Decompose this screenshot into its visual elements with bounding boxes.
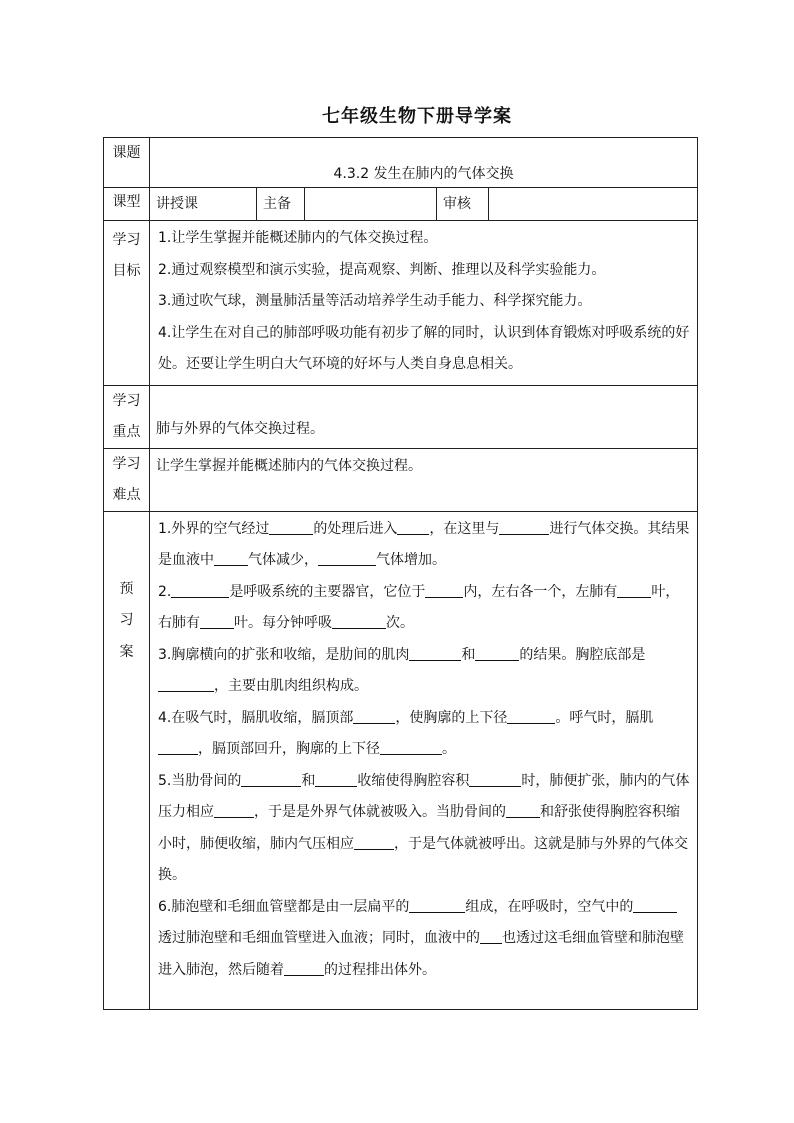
difficulty-label xyxy=(104,448,150,511)
answer-blank[interactable] xyxy=(354,833,394,850)
reviewer-value[interactable] xyxy=(489,188,698,221)
answer-blank[interactable] xyxy=(397,518,429,535)
question-1: 1.外界的空气经过 的处理后进入 ，在这里与 进行气体交换。其结果是血液中 气体减少， 气体增加。 xyxy=(158,514,691,577)
goals-row xyxy=(104,221,698,386)
study-guide-table xyxy=(103,137,698,1010)
key-point-value[interactable]: 肺与外界的气体交换过程。 xyxy=(150,385,698,448)
key-point-row xyxy=(104,385,698,448)
difficulty-value[interactable]: 让学生掌握并能概述肺内的气体交换过程。 xyxy=(150,448,698,511)
topic-value[interactable]: 4.3.2 发生在肺内的气体交换 xyxy=(150,138,698,188)
goal-item: 4.让学生在对自己的肺部呼吸功能有初步了解的同时，认识到体育锻炼对呼吸系统的好处。还要让学生明白大气环境的好坏与人类自身息息相关。 xyxy=(158,324,690,372)
topic-row xyxy=(104,138,698,188)
answer-blank[interactable] xyxy=(158,738,198,755)
answer-blank[interactable] xyxy=(409,644,461,661)
answer-blank[interactable] xyxy=(425,581,463,598)
key-point-label-line1: 学习 xyxy=(112,392,141,409)
topic-label: 课题 xyxy=(104,138,150,188)
question-3: 3.胸廓横向的扩张和收缩，是肋间的肌肉 和 的结果。胸腔底部是，主要由肌肉组织构成。 xyxy=(158,640,691,703)
answer-blank[interactable] xyxy=(499,518,549,535)
key-point-label xyxy=(104,385,150,448)
difficulty-label-line1: 学习 xyxy=(112,455,141,472)
answer-blank[interactable] xyxy=(409,896,465,913)
preview-label-char: 预 xyxy=(119,580,134,597)
question-6: 6.肺泡壁和毛细血管壁都是由一层扁平的 组成，在呼吸时，空气中的透过肺泡壁和毛细血管壁进入血液；同时，血液中的 也透过这毛细血管壁和肺泡壁进入肺泡，然后随着 的过程排出体外。 xyxy=(158,892,691,987)
answer-blank[interactable] xyxy=(480,927,502,944)
answer-blank[interactable] xyxy=(214,549,248,566)
question-5: 5.当肋骨间的 和 收缩使得胸腔容积 时，肺便扩张，肺内的气体压力相应 ，于是是外界气体就被吸入。当肋骨间的 和舒张使得胸腔容积缩小时，肺便收缩，肺内气压相应 ，于是气体就被呼出。这就是肺与外界的气体交换。 xyxy=(158,766,691,892)
question-4: 4.在吸气时，膈肌收缩，膈顶部 ，使胸廓的上下径 。呼气时，膈肌，膈顶部回升，胸廓的上下径 。 xyxy=(158,703,691,766)
preview-row xyxy=(104,511,698,1009)
answer-blank[interactable] xyxy=(633,896,677,913)
preview-label-char: 案 xyxy=(119,643,134,660)
answer-blank[interactable] xyxy=(269,518,313,535)
answer-blank[interactable] xyxy=(200,612,234,629)
answer-blank[interactable] xyxy=(332,612,386,629)
answer-blank[interactable] xyxy=(353,707,395,724)
type-value[interactable]: 讲授课 xyxy=(150,188,257,221)
answer-blank[interactable] xyxy=(315,770,357,787)
answer-blank[interactable] xyxy=(380,738,442,755)
question-2: 2. 是呼吸系统的主要器官，它位于 内，左右各一个，左肺有 叶，右肺有 叶。每分钟呼吸 次。 xyxy=(158,577,691,640)
goals-label-line1: 学习 xyxy=(112,232,141,248)
goal-item: 3.通过吹气球，测量肺活量等活动培养学生动手能力、科学探究能力。 xyxy=(158,293,592,309)
difficulty-row xyxy=(104,448,698,511)
preview-label-char: 习 xyxy=(119,612,134,628)
difficulty-label-line2: 难点 xyxy=(112,486,141,503)
answer-blank[interactable] xyxy=(171,581,229,598)
goal-item: 2.通过观察模型和演示实验，提高观察、判断、推理以及科学实验能力。 xyxy=(158,261,606,278)
reviewer-label: 审核 xyxy=(437,188,489,221)
document-title: 七年级生物下册导学案 xyxy=(322,106,512,127)
answer-blank[interactable] xyxy=(617,581,651,598)
goals-content[interactable] xyxy=(150,221,698,386)
answer-blank[interactable] xyxy=(158,675,214,692)
answer-blank[interactable] xyxy=(475,644,519,661)
answer-blank[interactable] xyxy=(284,959,324,976)
answer-blank[interactable] xyxy=(241,770,301,787)
answer-blank[interactable] xyxy=(469,770,521,787)
lead-author-label: 主备 xyxy=(257,188,305,221)
preview-content xyxy=(150,511,698,1009)
type-label: 课型 xyxy=(104,188,150,221)
answer-blank[interactable] xyxy=(507,707,555,724)
goal-item: 1.让学生掌握并能概述肺内的气体交换过程。 xyxy=(158,230,438,246)
type-row xyxy=(104,188,698,221)
answer-blank[interactable] xyxy=(506,801,540,818)
goals-label-line2: 目标 xyxy=(112,263,141,279)
key-point-label-line2: 重点 xyxy=(112,423,141,440)
lead-author-value[interactable] xyxy=(305,188,437,221)
answer-blank[interactable] xyxy=(214,801,254,818)
goals-label xyxy=(104,221,150,386)
preview-label xyxy=(104,511,150,1009)
answer-blank[interactable] xyxy=(318,549,376,566)
